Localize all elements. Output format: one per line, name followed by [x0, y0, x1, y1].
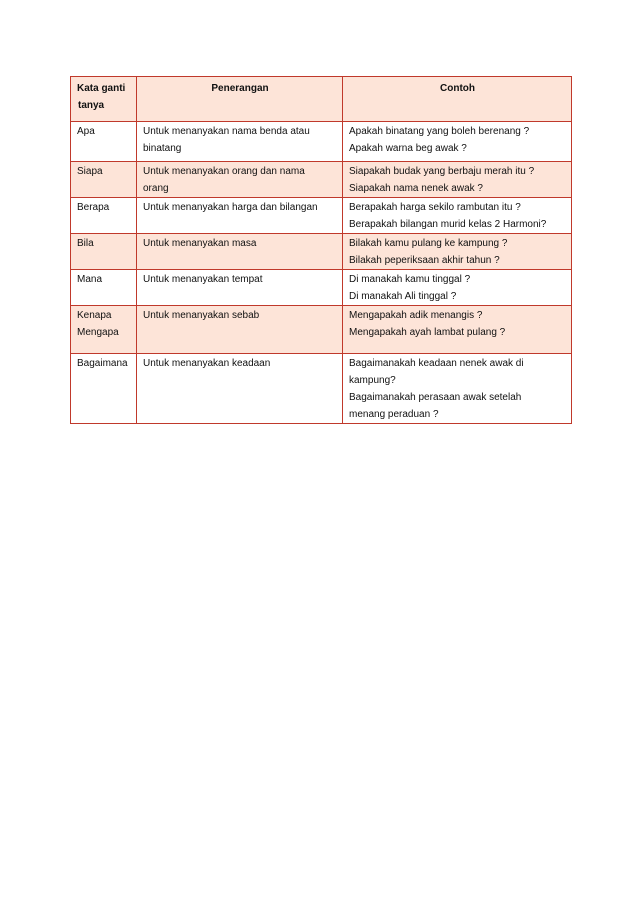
- contoh-line: Di manakah Ali tinggal ?: [349, 291, 457, 302]
- kata-cell: [71, 306, 137, 354]
- contoh-cell: [343, 122, 572, 162]
- table-row: [71, 122, 572, 162]
- contoh-line: Bagaimanakah keadaan nenek awak di: [349, 358, 524, 369]
- table-row: [71, 234, 572, 270]
- contoh-line: menang peraduan ?: [349, 409, 439, 420]
- penerangan-cell: [137, 234, 343, 270]
- kata-line: Kenapa: [77, 310, 112, 321]
- header-penerangan: Penerangan: [137, 77, 343, 122]
- contoh-line: Bagaimanakah perasaan awak setelah: [349, 392, 522, 403]
- penerangan-cell: [137, 306, 343, 354]
- kata-line: Apa: [77, 126, 95, 137]
- kata-line: Berapa: [77, 202, 110, 213]
- contoh-cell: [343, 354, 572, 424]
- kata-line: Siapa: [77, 166, 103, 177]
- kata-cell: [71, 122, 137, 162]
- table-row: [71, 270, 572, 306]
- penerangan-cell: [137, 162, 343, 198]
- contoh-line: Apakah binatang yang boleh berenang ?: [349, 126, 530, 137]
- penerangan-line: binatang: [143, 143, 182, 154]
- penerangan-cell: [137, 270, 343, 306]
- table-row: [71, 354, 572, 424]
- kata-cell: [71, 234, 137, 270]
- penerangan-cell: [137, 198, 343, 234]
- header-col1-line1: Kata ganti: [77, 83, 126, 94]
- kata-line: Mengapa: [77, 327, 119, 338]
- contoh-line: Siapakah nama nenek awak ?: [349, 183, 483, 194]
- kata-line: Mana: [77, 274, 103, 285]
- contoh-line: Berapakah bilangan murid kelas 2 Harmoni?: [349, 219, 547, 230]
- kata-ganti-tanya-table: [70, 76, 572, 424]
- header-col1-line2: tanya: [78, 100, 105, 111]
- table-header-row: [71, 77, 572, 122]
- header-contoh: Contoh: [343, 77, 572, 122]
- penerangan-cell: [137, 122, 343, 162]
- contoh-line: Mengapakah ayah lambat pulang ?: [349, 327, 506, 338]
- header-kata-ganti-tanya: [71, 77, 137, 122]
- contoh-line: Siapakah budak yang berbaju merah itu ?: [349, 166, 535, 177]
- kata-line: Bila: [77, 238, 94, 249]
- kata-cell: [71, 162, 137, 198]
- contoh-line: Mengapakah adik menangis ?: [349, 310, 483, 321]
- table-row: [71, 198, 572, 234]
- penerangan-line: Untuk menanyakan masa: [143, 238, 257, 249]
- penerangan-line: Untuk menanyakan keadaan: [143, 358, 271, 369]
- contoh-line: Apakah warna beg awak ?: [349, 143, 467, 154]
- table-row: [71, 306, 572, 354]
- contoh-cell: [343, 162, 572, 198]
- kata-cell: [71, 354, 137, 424]
- contoh-line: Bilakah kamu pulang ke kampung ?: [349, 238, 508, 249]
- kata-cell: [71, 198, 137, 234]
- contoh-cell: [343, 306, 572, 354]
- contoh-line: kampung?: [349, 375, 396, 386]
- penerangan-line: orang: [143, 183, 169, 194]
- contoh-line: Berapakah harga sekilo rambutan itu ?: [349, 202, 521, 213]
- penerangan-line: Untuk menanyakan harga dan bilangan: [143, 202, 318, 213]
- penerangan-line: Untuk menanyakan orang dan nama: [143, 166, 305, 177]
- contoh-cell: [343, 270, 572, 306]
- penerangan-line: Untuk menanyakan sebab: [143, 310, 260, 321]
- contoh-line: Bilakah peperiksaan akhir tahun ?: [349, 255, 500, 266]
- contoh-cell: [343, 234, 572, 270]
- kata-cell: [71, 270, 137, 306]
- penerangan-line: Untuk menanyakan nama benda atau: [143, 126, 310, 137]
- contoh-cell: [343, 198, 572, 234]
- penerangan-cell: [137, 354, 343, 424]
- penerangan-line: Untuk menanyakan tempat: [143, 274, 263, 285]
- contoh-line: Di manakah kamu tinggal ?: [349, 274, 471, 285]
- kata-line: Bagaimana: [77, 358, 128, 369]
- table-row: [71, 162, 572, 198]
